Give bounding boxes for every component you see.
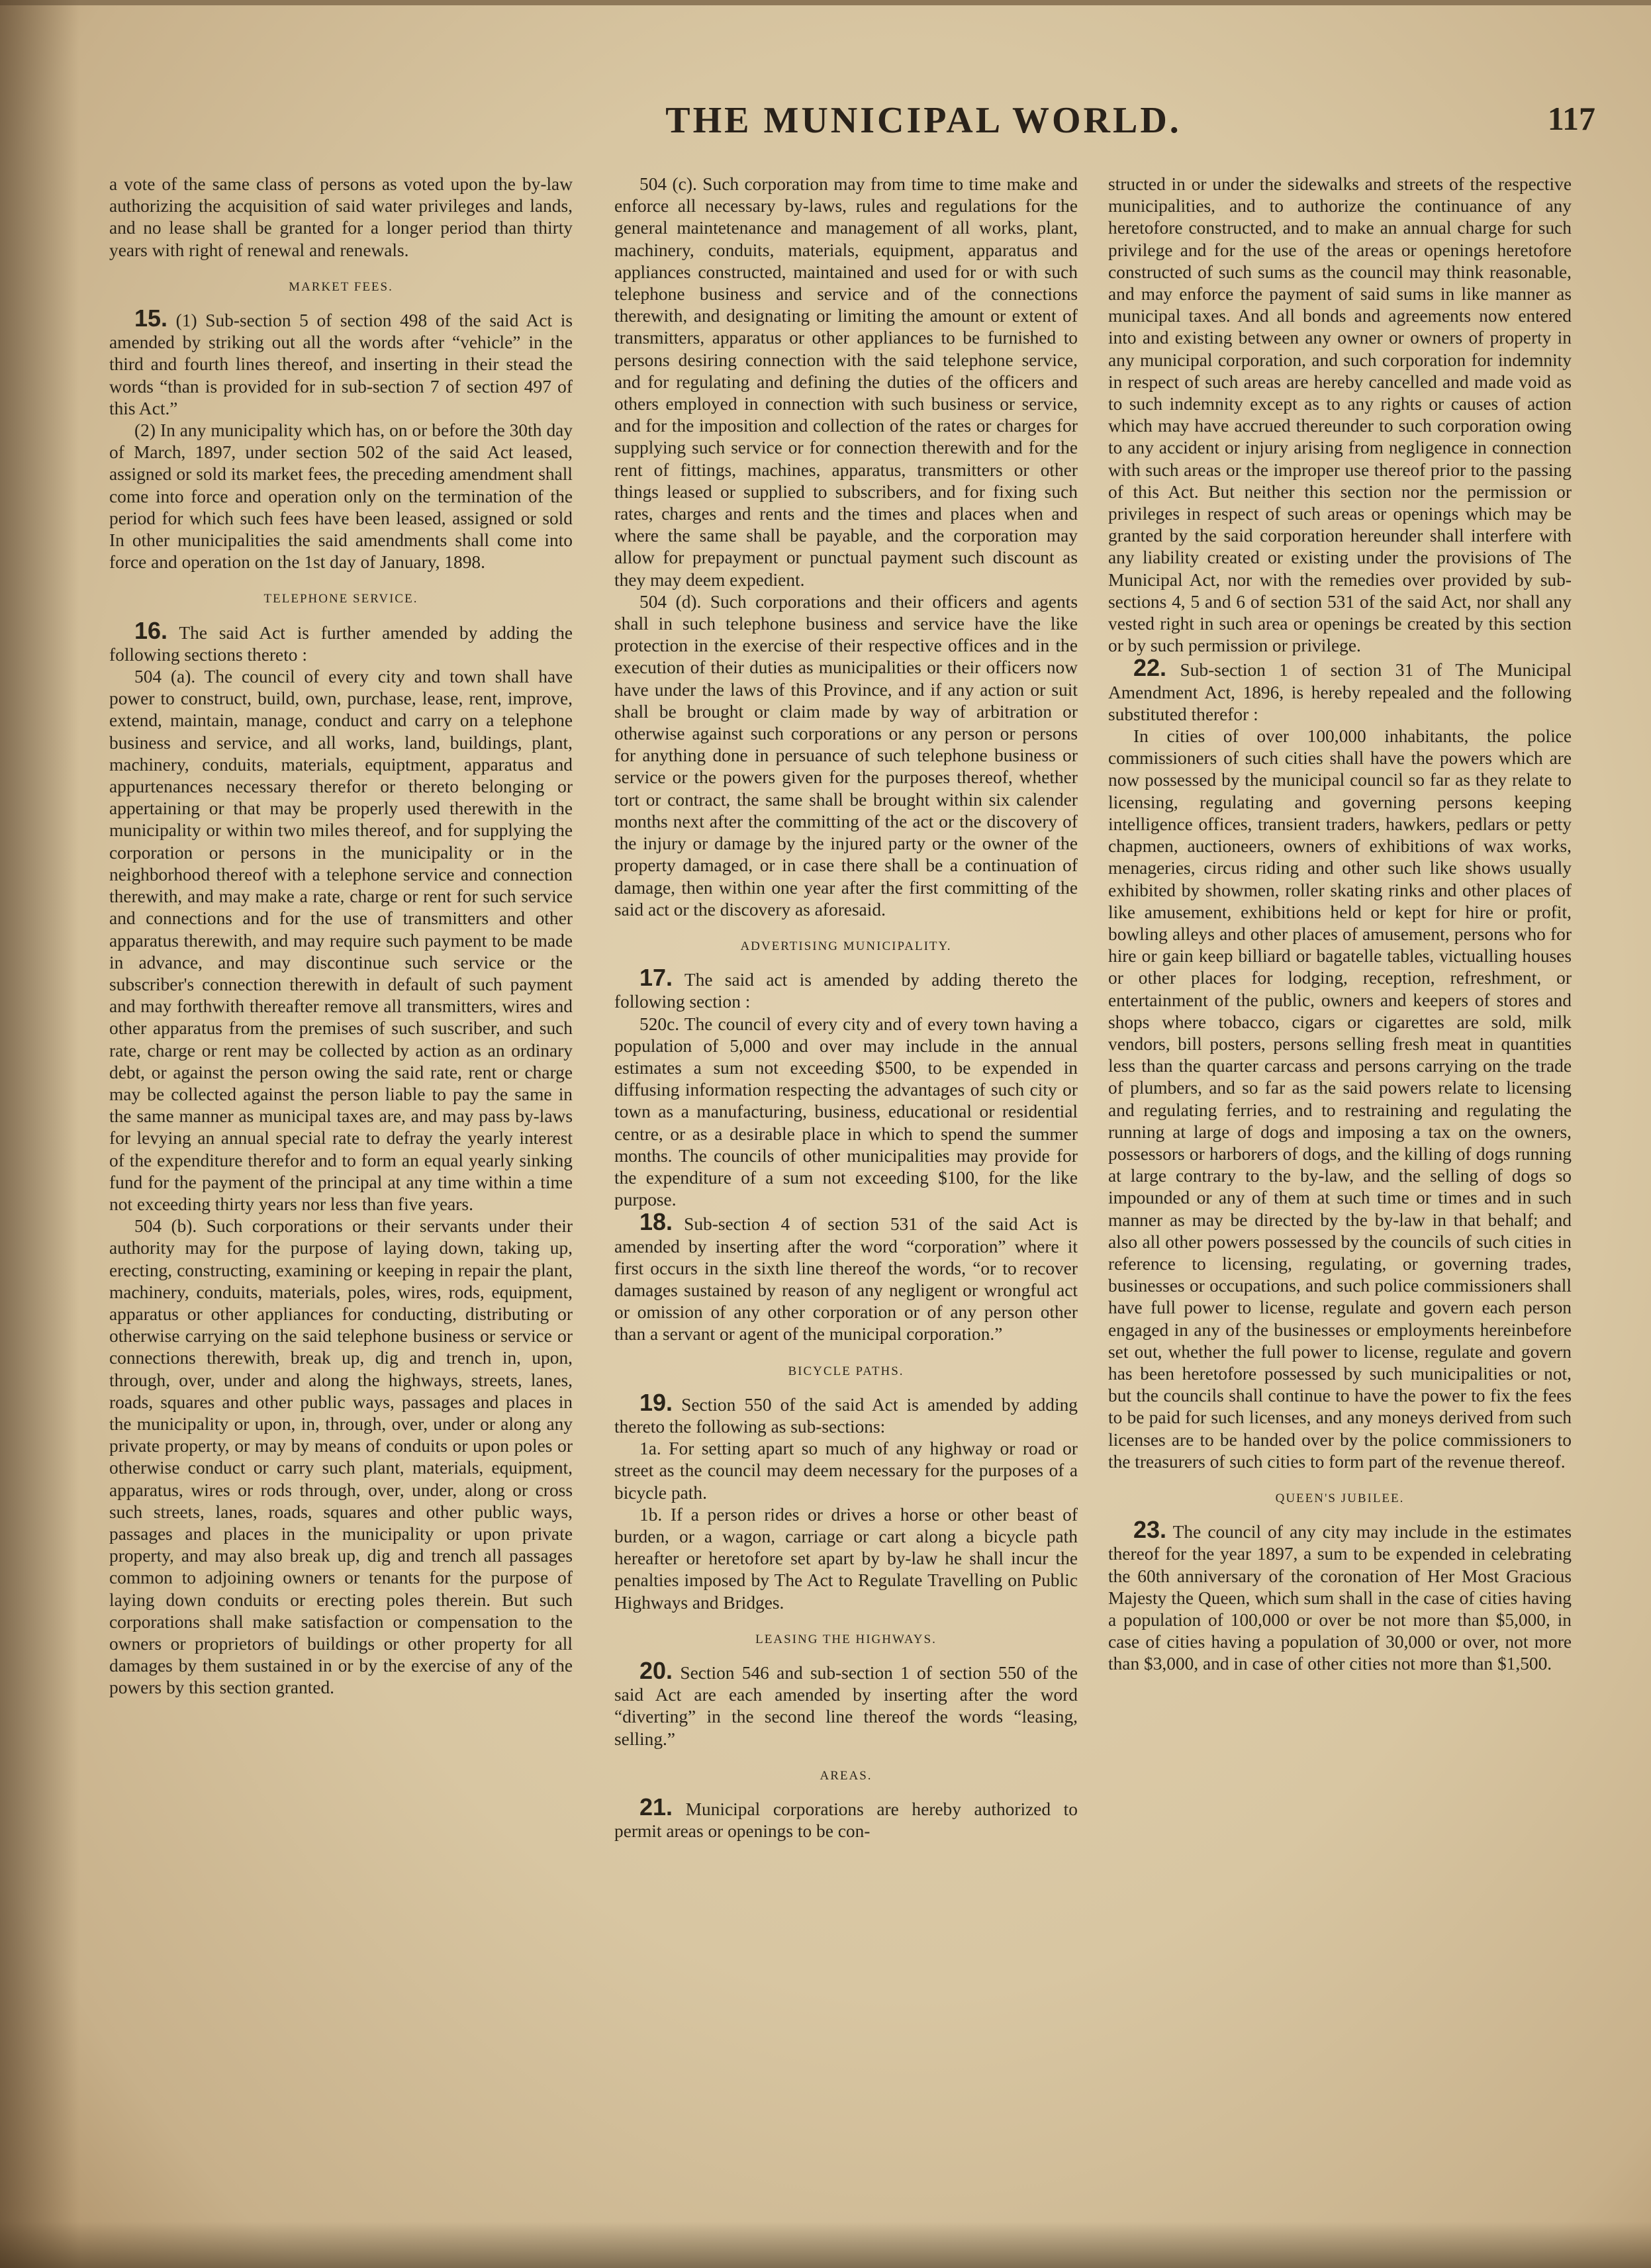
section-text: Sub-section 1 of section 31 of The Municipal Amendment Act, 1896, is hereby repealed and the following substituted therefor : [1108,660,1572,724]
section-number: 19. [639,1388,673,1416]
section-text: The said act is amended by adding thereto the following section : [614,970,1078,1012]
section-19-1a: 1a. For setting apart so much of any highway or road or street as the council may deem necessary for the purposes of a bicycle path. [614,1439,1078,1503]
section-21-continued: structed in or under the sidewalks and streets of the respective municipalities, and to authorize the continuance of any heretofore constructed, and to make an annual charge for such privilege and for the use of the areas or openings heretofore constructed of such sums as the council may think reasonable, and may enforce the payment of said sums in like manner as municipal taxes. And all bonds and agreements now entered into and existing between any owner or owners of property in any municipal corporation, and such corporation for indemnity in respect of such areas are hereby cancelled and made void as to such indemnity except as to any rights or causes of action which may have accrued thereunder to such corporation owing to any accident or injury arising from negligence in connection with such areas or the improper use thereof prior to the passing of this Act. But neither this section nor the permission or privileges in respect of such areas or openings which may be granted by the said corporation hereunder shall interfere with any liability created or existing under the provisions of The Municipal Act, nor with the remedies over provided by sub-sections 4, 5 and 6 of section 531 of the said Act, nor shall any vested right in such area or openings be created by this section or by such permission or privilege. [1108,174,1572,656]
section-19 [614,1388,1078,1438]
section-22 [1108,654,1572,726]
heading-leasing-highways: LEASING THE HIGHWAYS. [755,1632,937,1646]
section-number: 21. [639,1793,673,1821]
column-1 [109,173,573,2173]
section-504b: 504 (b). Such corporations or their servants under their authority may for the purpose of laying down, taking up, erecting, constructing, examining or keeping in repair the plant, machinery, conduits, materials, poles, wires, rods, equipment, apparatus or other appliances for conducting, distributing or otherwise carrying on the said telephone business or service or connections therewith, break up, dig and trench in, upon, through, over, under and along the highways, streets, lanes, roads, squares and other public ways, passages and places in the municipality or upon, in, through, over, under or along any private property, or may by means of conduits or upon poles or otherwise conduct or carry such plant, materials, equipment, apparatus, wires or rods through, over, under, along or cross such streets, lanes, roads, squares and other public ways, passages and places in the municipality or upon private property, and may also break up, dig and trench all passages common to adjoining owners or tenants for the purpose of laying down conduits or erecting poles therein. But such corporations shall make satisfaction or compensation to the owners or proprietors of buildings or other property for all damages by them sustained in or by the exercise of any of the powers by this section granted. [109,1216,573,1698]
section-text: Sub-section 4 of section 531 of the said Act is amended by inserting after the word “corporation” where it first occurs in the sixth line thereof the words, “or to recover damages sustained by reason of any negligent or wrongful act or omission of any other corporation or of any person other than a servant or agent of the municipal corporation.” [614,1214,1078,1345]
section-number: 17. [639,964,673,992]
paragraph-continued: a vote of the same class of persons as voted upon the by-law authorizing the acquisition of said water privileges and lands, and no lease shall be granted for a longer period than thirty years with right of renewal and renewals. [109,174,573,260]
section-text: Section 550 of the said Act is amended by adding thereto the following as sub-sections: [614,1394,1078,1437]
section-number: 15. [134,305,168,332]
section-number: 23. [1133,1516,1167,1544]
section-17 [614,964,1078,1013]
column-3 [1108,173,1572,2173]
section-20 [614,1657,1078,1750]
heading-queens-jubilee: QUEEN'S JUBILEE. [1275,1491,1405,1505]
heading-advertising-municipality: ADVERTISING MUNICIPALITY. [740,939,952,953]
section-504c: 504 (c). Such corporation may from time to time make and enforce all necessary by-laws, rules and regulations for the general maintetenance and management of all works, plant, machinery, conduits, materials, equipment, apparatus and appliances constructed, maintained and used for or with such telephone business and service and of the connections therewith, and designating or limiting the amount or extent of transmitters, apparatus or other appliances to be furnished to persons desiring connection with the said telephone service, and for regulating and defining the duties of the officers and others employed in connection with such business or service, and for the imposition and collection of the rates or charges for supplying such service or for connection therewith and for the rent of fittings, machines, apparatus, transmitters or other things leased or supplied to subscribers, and for fixing such rates, charges and rents and the times and places when and where the same shall be payable, and the corporation may allow for prepayment or punctual payment such discount as they may deem expedient. [614,174,1078,590]
section-number: 20. [639,1657,673,1684]
section-504d: 504 (d). Such corporations and their officers and agents shall in such telephone business and service have the like protection in the exercise of their respective offices and in the execution of their duties as municipalities or their officers now have under the laws of this Province, and if any action or suit shall be brought or claim made by way of arbitration or otherwise against such corporations or any person or persons for anything done in persuance of such telephone business or service or the powers given for the purposes thereof, whether tort or contract, the same shall be brought within six calender months next after the committing of the act or the discovery of the injury or damage by the injured party or the owner of the property damaged, or in case there shall be a continuation of damage, then within one year after the first committing of the said act or the discovery as aforesaid. [614,591,1078,920]
heading-areas: AREAS. [820,1768,873,1783]
page-top-edge [0,0,1651,5]
section-23 [1108,1516,1572,1675]
heading-telephone-service: TELEPHONE SERVICE. [263,592,418,606]
section-16 [109,616,573,666]
section-text: The council of any city may include in the estimates thereof for the year 1897, a sum to be expended in celebrating the 60th anniversary of the coronation of Her Most Gracious Majesty the Queen, which sum shall in the case of cities having a population of 100,000 or over be not more than $5,000, in case of cities having a population of 30,000 or over, not more than $3,000, and in case of other cities not more than $1,500. [1108,1522,1572,1674]
page-number: 117 [1547,100,1595,137]
section-15-subsection-2: (2) In any municipality which has, on or before the 30th day of March, 1897, under section 502 of the said Act leased, assigned or sold its market fees, the preceding amendment shall come into force and operation only on the termination of the period for which such fees have been leased, assigned or sold In other municipalities the said amendments shall come into force and operation on the 1st day of January, 1898. [109,420,573,573]
heading-bicycle-paths: BICYCLE PATHS. [788,1364,904,1378]
running-head-title: THE MUNICIPAL WORLD. [665,100,1182,141]
section-text: (1) Sub-section 5 of section 498 of the said Act is amended by striking out all the words after “vehicle” in the third and fourth lines thereof, and inserting in their stead the words “than is provided for in sub-section 7 of section 497 of this Act.” [109,310,573,418]
section-22-body: In cities of over 100,000 inhabitants, the police commissioners of such cities shall have the powers which are now possessed by the municipal council so far as they relate to licensing, regulating and governing persons keeping intelligence offices, transient traders, hawkers, pedlars or petty chapmen, auctioneers, owners of exhibitions of wax works, menageries, circus riding and other such like shows usually exhibited by showmen, roller skating rinks and other places of like amusement, exhibitions held or kept for hire or profit, bowling alleys and other places of amusement, persons who for hire or gain keep billiard or bagatelle tables, victualling houses or other places for lodging, reception, refreshment, or entertainment of the public, owners and keepers of stores and shops where tobacco, cigars or cigarettes are sold, milk vendors, bill posters, persons selling fresh meat in quantities less than the quarter carcass and persons carrying on the trade of plumbers, and so far as the said powers relate to licensing and regulating ferries, and to restraining and regulating the running at large of dogs and imposing a tax on the owners, possessors or harborers of dogs, and the killing of dogs running at large contrary to the by-law, and the selling of dogs so impounded or any of them at such time or times and in such manner as may be directed by the by-law in that behalf; and also all other powers possessed by the councils of such cities in reference to licensing, regulating, or governing trades, businesses or occupations, and such police commissioners shall have full power to license, regulate and govern each person engaged in any of the businesses or employments hereinbefore set out, whether the full power to license, regulate and govern has been heretofore possessed by such municipalities or not, but the councils shall continue to have the power to fix the fees to be paid for such licenses, and any moneys derived from such licenses are to be handed over by the police commissioners to the treasurers of such cities to form part of the revenue thereof. [1108,726,1572,1472]
section-504a: 504 (a). The council of every city and town shall have power to construct, build, own, purchase, lease, rent, improve, extend, maintain, manage, conduct and carry on a telephone business and service, and all works, land, buildings, plant, machinery, conduits, materials, equiptment, apparatus and appurtenances necessary therefor or thereto belonging or appertaining or that may be properly used therewith in the municipality or within two miles thereof, and for supplying the corporation or persons in the municipality or in the neighborhood thereof with a telephone service and connection therewith, and may make a rate, charge or rent for such service and connections and for the use of transmitters and other apparatus therewith, and may require such payment to be made in advance, and may discontinue such service or the subscriber's connection therewith in default of such payment and may forthwith thereafter remove all transmitters, wires and other apparatus from the premises of such suscriber, and such rate, charge or rent may be collected by action as an ordinary debt, or against the person owing the said rate, rent or charge may be collected against the person liable to pay the same in the same manner as municipal taxes are, and may pass by-laws for levying an annual special rate to defray the yearly interest of the expenditure therefor and to form an equal yearly sinking fund for the payment of the principal at any time within a time not exceeding thirty years nor less than five years. [109,667,573,1214]
bottom-shadow [0,2222,1651,2268]
section-21 [614,1793,1078,1842]
binding-shadow [0,0,79,2268]
section-19-1b: 1b. If a person rides or drives a horse or other beast of burden, or a wagon, carriage or cart along a bicycle path hereafter or heretofore set apart by by-law he shall incur the penalties imposed by The Act to Regulate Travelling on Public Highways and Bridges. [614,1504,1078,1613]
section-15 [109,307,573,420]
section-text: Municipal corporations are hereby authorized to permit areas or openings to be con- [614,1799,1078,1842]
section-number: 22. [1133,654,1167,682]
section-number: 18. [639,1208,673,1236]
section-18 [614,1208,1078,1345]
column-2 [614,173,1078,2173]
heading-market-fees: MARKET FEES. [289,279,393,294]
section-text: Section 546 and sub-section 1 of section 550 of the said Act are each amended by inserting after the word “diverting” in the second line thereof the words “leasing, selling.” [614,1663,1078,1749]
section-520c: 520c. The council of every city and of every town having a population of 5,000 and over may include in the annual estimates a sum not exceeding $500, to be expended in diffusing information respecting the advantages of such city or town as a manufacturing, business, educational or residential centre, or as a desirable place in which to spend the summer months. The councils of other municipalities may provide for the expenditure of a sum not exceeding $100, for the like purpose. [614,1014,1078,1210]
section-number: 16. [134,616,168,644]
section-text: The said Act is further amended by adding the following sections thereto : [109,622,573,665]
